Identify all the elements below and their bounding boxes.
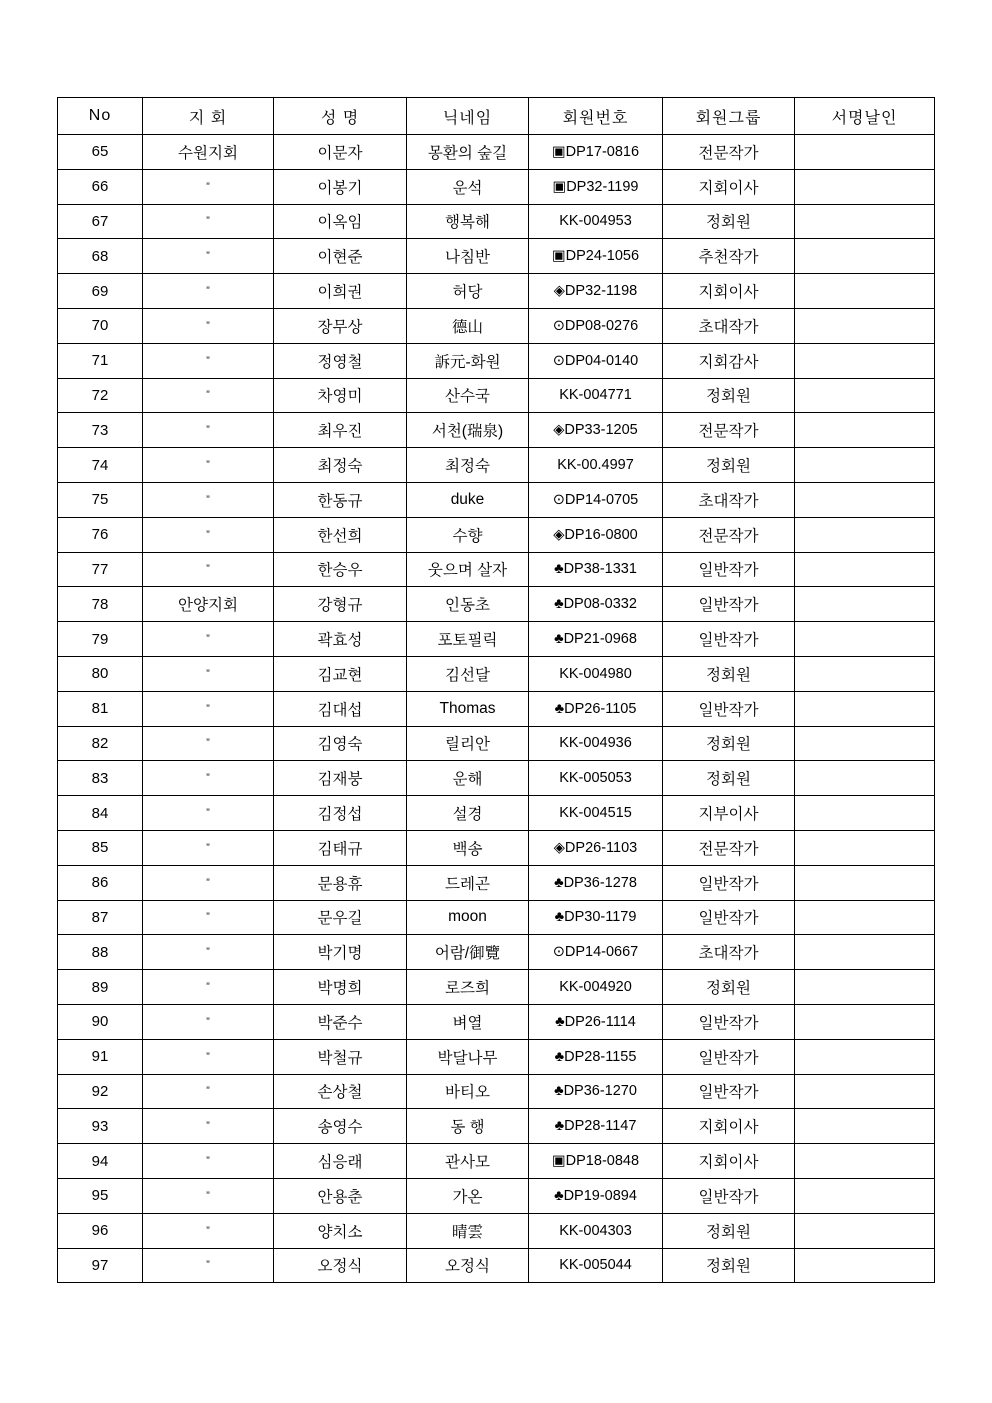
cell-signature [795, 239, 935, 274]
table-row [58, 204, 935, 239]
cell-no: 88 [58, 935, 143, 970]
cell-member-group: 지회이사 [663, 1144, 795, 1179]
cell-member-no: ♣DP28-1155 [529, 1039, 663, 1074]
cell-nickname: 웃으며 살자 [407, 552, 529, 587]
cell-member-no: KK-00.4997 [529, 448, 663, 483]
cell-name: 송영수 [274, 1109, 407, 1144]
cell-nickname: 晴雲 [407, 1213, 529, 1248]
cell-name: 문우길 [274, 900, 407, 935]
cell-nickname: duke [407, 482, 529, 517]
cell-nickname: 관사모 [407, 1144, 529, 1179]
cell-no: 81 [58, 691, 143, 726]
cell-member-no: ♣DP08-0332 [529, 587, 663, 622]
cell-no: 82 [58, 726, 143, 761]
cell-member-group: 일반작가 [663, 900, 795, 935]
cell-member-no: ♣DP38-1331 [529, 552, 663, 587]
cell-signature [795, 1039, 935, 1074]
table-row [58, 343, 935, 378]
cell-signature [795, 204, 935, 239]
cell-signature [795, 343, 935, 378]
cell-member-no: ♣DP28-1147 [529, 1109, 663, 1144]
cell-nickname: 서천(瑞泉) [407, 413, 529, 448]
column-header-no: No [58, 98, 143, 135]
cell-no: 72 [58, 378, 143, 413]
cell-member-no: KK-004920 [529, 970, 663, 1005]
cell-member-group: 추천작가 [663, 239, 795, 274]
cell-member-no: ♣DP30-1179 [529, 900, 663, 935]
cell-member-no: ♣DP21-0968 [529, 622, 663, 657]
cell-name: 이봉기 [274, 169, 407, 204]
cell-name: 박준수 [274, 1004, 407, 1039]
cell-signature [795, 1213, 935, 1248]
table-row [58, 1109, 935, 1144]
table-row [58, 413, 935, 448]
cell-no: 66 [58, 169, 143, 204]
cell-member-no: KK-004936 [529, 726, 663, 761]
cell-no: 91 [58, 1039, 143, 1074]
cell-signature [795, 587, 935, 622]
cell-branch: ” [143, 935, 274, 970]
cell-nickname: 나침반 [407, 239, 529, 274]
cell-member-no: ▣DP32-1199 [529, 169, 663, 204]
column-header-signature: 서명날인 [795, 98, 935, 135]
cell-no: 93 [58, 1109, 143, 1144]
cell-branch: ” [143, 1109, 274, 1144]
cell-member-no: ◈DP26-1103 [529, 830, 663, 865]
cell-nickname: 행복해 [407, 204, 529, 239]
cell-member-group: 초대작가 [663, 935, 795, 970]
cell-signature [795, 796, 935, 831]
cell-signature [795, 1109, 935, 1144]
cell-branch: ” [143, 413, 274, 448]
cell-branch: ” [143, 1178, 274, 1213]
cell-branch: ” [143, 517, 274, 552]
cell-signature [795, 865, 935, 900]
table-row [58, 691, 935, 726]
cell-member-no: ♣DP36-1270 [529, 1074, 663, 1109]
cell-branch: 수원지회 [143, 135, 274, 170]
cell-no: 76 [58, 517, 143, 552]
cell-branch: ” [143, 552, 274, 587]
cell-no: 97 [58, 1248, 143, 1283]
cell-member-no: KK-005053 [529, 761, 663, 796]
cell-no: 84 [58, 796, 143, 831]
table-row [58, 1074, 935, 1109]
cell-signature [795, 935, 935, 970]
cell-nickname: 로즈희 [407, 970, 529, 1005]
cell-signature [795, 552, 935, 587]
table-row [58, 482, 935, 517]
column-header-branch: 지 회 [143, 98, 274, 135]
cell-nickname: 산수국 [407, 378, 529, 413]
cell-member-group: 일반작가 [663, 622, 795, 657]
cell-nickname: 릴리안 [407, 726, 529, 761]
cell-member-no: ◈DP33-1205 [529, 413, 663, 448]
table-body [58, 135, 935, 1283]
cell-no: 70 [58, 308, 143, 343]
cell-nickname: 가온 [407, 1178, 529, 1213]
cell-branch: ” [143, 274, 274, 309]
cell-member-group: 일반작가 [663, 1074, 795, 1109]
cell-branch: ” [143, 865, 274, 900]
cell-branch: 안양지회 [143, 587, 274, 622]
cell-signature [795, 970, 935, 1005]
cell-no: 90 [58, 1004, 143, 1039]
cell-no: 69 [58, 274, 143, 309]
cell-name: 강형규 [274, 587, 407, 622]
cell-no: 87 [58, 900, 143, 935]
cell-member-no: ▣DP24-1056 [529, 239, 663, 274]
cell-member-group: 일반작가 [663, 865, 795, 900]
cell-member-no: ♣DP36-1278 [529, 865, 663, 900]
cell-member-no: KK-004771 [529, 378, 663, 413]
table-row [58, 169, 935, 204]
cell-no: 65 [58, 135, 143, 170]
cell-member-group: 지부이사 [663, 796, 795, 831]
table-row [58, 1213, 935, 1248]
cell-member-group: 일반작가 [663, 552, 795, 587]
cell-nickname: 어람/御覽 [407, 935, 529, 970]
column-header-member-group: 회원그룹 [663, 98, 795, 135]
table-row [58, 552, 935, 587]
cell-member-no: ▣DP17-0816 [529, 135, 663, 170]
cell-branch: ” [143, 239, 274, 274]
cell-nickname: 訴元-화원 [407, 343, 529, 378]
cell-name: 김교현 [274, 656, 407, 691]
cell-nickname: 허당 [407, 274, 529, 309]
cell-branch: ” [143, 448, 274, 483]
cell-member-group: 정회원 [663, 204, 795, 239]
cell-nickname: 동 행 [407, 1109, 529, 1144]
table-row [58, 796, 935, 831]
table-row [58, 1004, 935, 1039]
cell-member-no: KK-004953 [529, 204, 663, 239]
cell-no: 68 [58, 239, 143, 274]
cell-nickname: 수향 [407, 517, 529, 552]
cell-branch: ” [143, 691, 274, 726]
cell-name: 박기명 [274, 935, 407, 970]
cell-name: 이현준 [274, 239, 407, 274]
cell-branch: ” [143, 378, 274, 413]
table-row [58, 622, 935, 657]
cell-nickname: 德山 [407, 308, 529, 343]
table-row [58, 587, 935, 622]
cell-signature [795, 448, 935, 483]
cell-name: 정영철 [274, 343, 407, 378]
cell-member-no: KK-004515 [529, 796, 663, 831]
cell-branch: ” [143, 622, 274, 657]
cell-nickname: 바티오 [407, 1074, 529, 1109]
table-row [58, 970, 935, 1005]
cell-branch: ” [143, 1213, 274, 1248]
cell-nickname: 인동초 [407, 587, 529, 622]
cell-signature [795, 274, 935, 309]
cell-branch: ” [143, 970, 274, 1005]
cell-branch: ” [143, 308, 274, 343]
cell-branch: ” [143, 761, 274, 796]
cell-member-group: 정회원 [663, 1248, 795, 1283]
cell-signature [795, 135, 935, 170]
cell-signature [795, 656, 935, 691]
cell-branch: ” [143, 1248, 274, 1283]
cell-branch: ” [143, 1074, 274, 1109]
member-table [57, 97, 935, 1283]
column-header-member-no: 회원번호 [529, 98, 663, 135]
cell-no: 74 [58, 448, 143, 483]
cell-name: 곽효성 [274, 622, 407, 657]
cell-no: 75 [58, 482, 143, 517]
table-row [58, 830, 935, 865]
cell-no: 67 [58, 204, 143, 239]
cell-name: 문용휴 [274, 865, 407, 900]
cell-member-no: ⊙DP08-0276 [529, 308, 663, 343]
cell-member-no: ◈DP16-0800 [529, 517, 663, 552]
cell-nickname: 설경 [407, 796, 529, 831]
cell-member-group: 정회원 [663, 656, 795, 691]
cell-signature [795, 830, 935, 865]
cell-member-group: 전문작가 [663, 135, 795, 170]
cell-member-no: ♣DP26-1105 [529, 691, 663, 726]
cell-nickname: moon [407, 900, 529, 935]
cell-no: 79 [58, 622, 143, 657]
table-row [58, 1144, 935, 1179]
table-row [58, 378, 935, 413]
cell-member-group: 초대작가 [663, 308, 795, 343]
cell-name: 오정식 [274, 1248, 407, 1283]
cell-signature [795, 517, 935, 552]
cell-signature [795, 726, 935, 761]
table-row [58, 1248, 935, 1283]
cell-nickname: 드레곤 [407, 865, 529, 900]
cell-member-group: 지회이사 [663, 1109, 795, 1144]
cell-nickname: 박달나무 [407, 1039, 529, 1074]
cell-signature [795, 1144, 935, 1179]
cell-no: 94 [58, 1144, 143, 1179]
cell-nickname: 오정식 [407, 1248, 529, 1283]
cell-branch: ” [143, 726, 274, 761]
cell-name: 박철규 [274, 1039, 407, 1074]
cell-member-no: KK-005044 [529, 1248, 663, 1283]
cell-signature [795, 622, 935, 657]
cell-signature [795, 900, 935, 935]
cell-name: 한선희 [274, 517, 407, 552]
cell-member-no: ⊙DP14-0667 [529, 935, 663, 970]
cell-branch: ” [143, 1039, 274, 1074]
cell-name: 최정숙 [274, 448, 407, 483]
cell-no: 96 [58, 1213, 143, 1248]
cell-branch: ” [143, 1004, 274, 1039]
cell-signature [795, 691, 935, 726]
table-row [58, 1178, 935, 1213]
cell-no: 83 [58, 761, 143, 796]
cell-signature [795, 413, 935, 448]
cell-no: 95 [58, 1178, 143, 1213]
cell-name: 김정섭 [274, 796, 407, 831]
cell-member-group: 정회원 [663, 378, 795, 413]
cell-signature [795, 761, 935, 796]
cell-member-group: 전문작가 [663, 413, 795, 448]
cell-member-no: ⊙DP14-0705 [529, 482, 663, 517]
table-row [58, 656, 935, 691]
cell-member-no: ♣DP19-0894 [529, 1178, 663, 1213]
cell-branch: ” [143, 343, 274, 378]
cell-name: 박명희 [274, 970, 407, 1005]
cell-member-group: 정회원 [663, 448, 795, 483]
cell-name: 손상철 [274, 1074, 407, 1109]
cell-member-no: ♣DP26-1114 [529, 1004, 663, 1039]
cell-member-group: 정회원 [663, 761, 795, 796]
cell-nickname: 운석 [407, 169, 529, 204]
cell-name: 차영미 [274, 378, 407, 413]
table-row [58, 517, 935, 552]
table-row [58, 135, 935, 170]
cell-name: 김태규 [274, 830, 407, 865]
cell-signature [795, 169, 935, 204]
cell-member-no: KK-004303 [529, 1213, 663, 1248]
cell-name: 한동규 [274, 482, 407, 517]
cell-nickname: 김선달 [407, 656, 529, 691]
cell-member-group: 정회원 [663, 1213, 795, 1248]
cell-no: 85 [58, 830, 143, 865]
cell-nickname: 최정숙 [407, 448, 529, 483]
cell-nickname: 몽환의 숲길 [407, 135, 529, 170]
cell-member-group: 일반작가 [663, 1178, 795, 1213]
cell-member-group: 지회이사 [663, 274, 795, 309]
column-header-nickname: 닉네임 [407, 98, 529, 135]
table-row [58, 900, 935, 935]
cell-member-group: 지회감사 [663, 343, 795, 378]
cell-member-no: KK-004980 [529, 656, 663, 691]
cell-branch: ” [143, 482, 274, 517]
table-row [58, 1039, 935, 1074]
cell-member-group: 지회이사 [663, 169, 795, 204]
cell-no: 78 [58, 587, 143, 622]
cell-member-group: 정회원 [663, 726, 795, 761]
table-row [58, 935, 935, 970]
cell-name: 김대섭 [274, 691, 407, 726]
cell-nickname: Thomas [407, 691, 529, 726]
cell-signature [795, 378, 935, 413]
cell-no: 89 [58, 970, 143, 1005]
cell-no: 77 [58, 552, 143, 587]
cell-nickname: 포토필릭 [407, 622, 529, 657]
cell-nickname: 벼열 [407, 1004, 529, 1039]
cell-member-group: 일반작가 [663, 1004, 795, 1039]
cell-member-group: 일반작가 [663, 691, 795, 726]
cell-signature [795, 1074, 935, 1109]
cell-branch: ” [143, 830, 274, 865]
cell-signature [795, 1004, 935, 1039]
cell-signature [795, 1178, 935, 1213]
cell-nickname: 운해 [407, 761, 529, 796]
table-row [58, 865, 935, 900]
cell-no: 86 [58, 865, 143, 900]
cell-no: 92 [58, 1074, 143, 1109]
table-row [58, 761, 935, 796]
cell-name: 김영숙 [274, 726, 407, 761]
cell-signature [795, 1248, 935, 1283]
cell-nickname: 백송 [407, 830, 529, 865]
cell-name: 양치소 [274, 1213, 407, 1248]
cell-member-group: 정회원 [663, 970, 795, 1005]
cell-name: 이옥임 [274, 204, 407, 239]
cell-name: 심응래 [274, 1144, 407, 1179]
column-header-name: 성 명 [274, 98, 407, 135]
table-row [58, 448, 935, 483]
cell-member-no: ▣DP18-0848 [529, 1144, 663, 1179]
cell-no: 73 [58, 413, 143, 448]
cell-member-group: 전문작가 [663, 830, 795, 865]
cell-branch: ” [143, 796, 274, 831]
cell-branch: ” [143, 169, 274, 204]
cell-member-no: ⊙DP04-0140 [529, 343, 663, 378]
cell-member-group: 일반작가 [663, 587, 795, 622]
cell-name: 이문자 [274, 135, 407, 170]
table-row [58, 239, 935, 274]
cell-member-group: 일반작가 [663, 1039, 795, 1074]
cell-no: 71 [58, 343, 143, 378]
cell-name: 김재붕 [274, 761, 407, 796]
table-row [58, 308, 935, 343]
cell-no: 80 [58, 656, 143, 691]
cell-name: 최우진 [274, 413, 407, 448]
cell-name: 장무상 [274, 308, 407, 343]
cell-member-no: ◈DP32-1198 [529, 274, 663, 309]
cell-member-group: 전문작가 [663, 517, 795, 552]
table-row [58, 726, 935, 761]
cell-name: 이희권 [274, 274, 407, 309]
cell-signature [795, 308, 935, 343]
cell-branch: ” [143, 1144, 274, 1179]
cell-branch: ” [143, 204, 274, 239]
cell-branch: ” [143, 656, 274, 691]
cell-member-group: 초대작가 [663, 482, 795, 517]
cell-signature [795, 482, 935, 517]
cell-name: 안용춘 [274, 1178, 407, 1213]
header-row [58, 98, 935, 135]
cell-name: 한승우 [274, 552, 407, 587]
table-row [58, 274, 935, 309]
cell-branch: ” [143, 900, 274, 935]
